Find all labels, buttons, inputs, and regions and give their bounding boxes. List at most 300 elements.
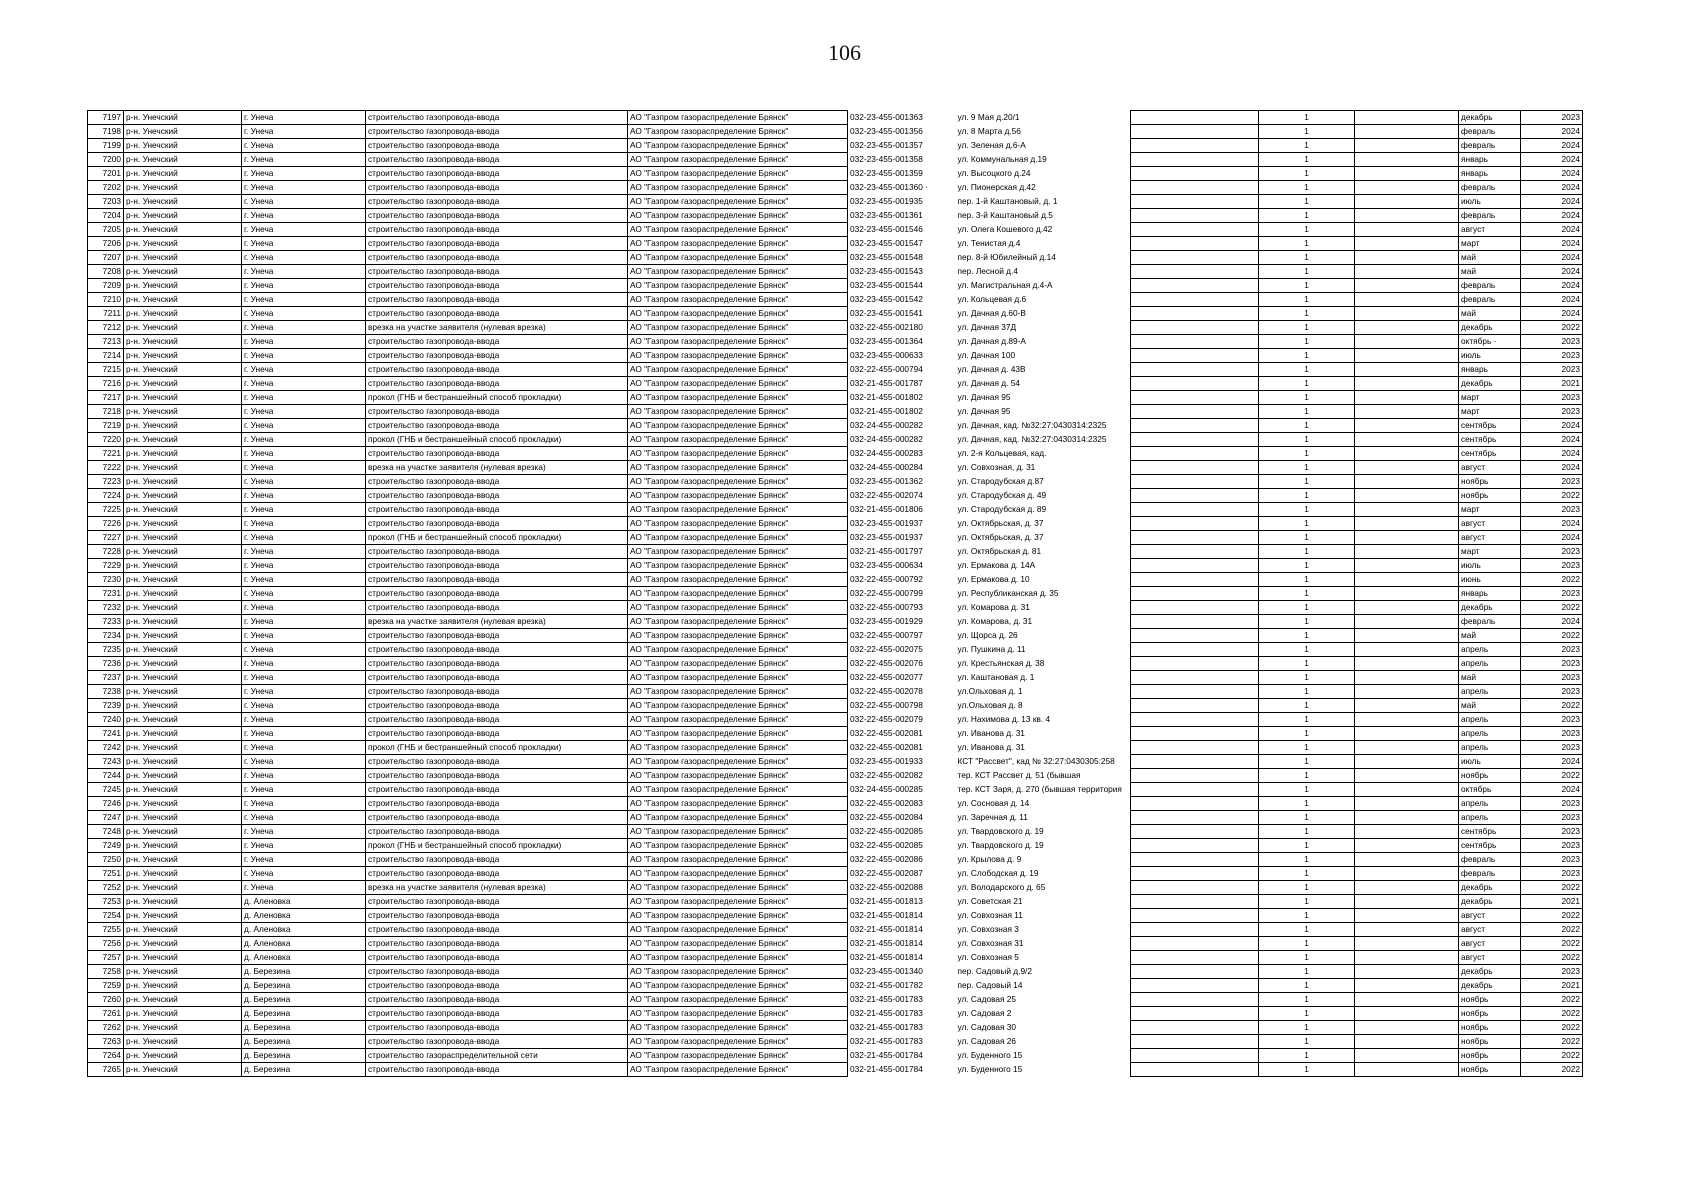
work-type-cell: строительство газопровода-ввода (366, 713, 628, 727)
quantity-cell: 1 (1259, 209, 1355, 223)
month-cell: март (1459, 503, 1521, 517)
table-row (88, 839, 1148, 853)
district-cell: р-н. Унечский (124, 573, 242, 587)
address-cell: ул. 2-я Кольцевая, кад. (957, 448, 1047, 458)
row-number-cell: 7237 (88, 671, 124, 685)
empty-cell (1131, 293, 1259, 307)
application-code-cell: 032-21-455-001783 (848, 1035, 952, 1049)
work-type-cell: строительство газопровода-ввода (366, 139, 628, 153)
locality-cell: г. Унеча (242, 587, 366, 601)
row-number-cell: 7242 (88, 741, 124, 755)
locality-cell: д. Березина (242, 1007, 366, 1021)
locality-cell: г. Унеча (242, 545, 366, 559)
locality-cell: г. Унеча (242, 363, 366, 377)
district-cell: р-н. Унечский (124, 839, 242, 853)
table-row (88, 461, 1148, 475)
address-cell: ул. Буденного 15 (957, 1064, 1023, 1074)
work-type-cell: строительство газопровода-ввода (366, 307, 628, 321)
address-cell: ул. Тенистая д.4 (957, 238, 1021, 248)
locality-cell: г. Унеча (242, 447, 366, 461)
organization-cell: АО "Газпром газораспределение Брянск" (628, 545, 848, 559)
empty-cell (1355, 671, 1459, 685)
table-row (1131, 293, 1583, 307)
application-code-cell: 032-23-455-001546 (848, 223, 952, 237)
work-type-cell: строительство газопровода-ввода (366, 447, 628, 461)
address-cell: ул. Стародубская д. 49 (957, 490, 1047, 500)
district-cell: р-н. Унечский (124, 321, 242, 335)
locality-cell: д. Березина (242, 979, 366, 993)
row-number-cell: 7257 (88, 951, 124, 965)
quantity-cell: 1 (1259, 685, 1355, 699)
empty-cell (1355, 489, 1459, 503)
district-cell: р-н. Унечский (124, 251, 242, 265)
district-cell: р-н. Унечский (124, 237, 242, 251)
locality-cell: г. Унеча (242, 335, 366, 349)
application-code-cell: 032-22-455-002084 (848, 811, 952, 825)
quantity-cell: 1 (1259, 1007, 1355, 1021)
locality-cell: г. Унеча (242, 153, 366, 167)
application-code-cell: 032-22-455-002081 (848, 741, 952, 755)
application-code-cell: 032-22-455-002086 (848, 853, 952, 867)
locality-cell: д. Березина (242, 1035, 366, 1049)
locality-cell: г. Унеча (242, 377, 366, 391)
empty-cell (1355, 251, 1459, 265)
month-cell: апрель (1459, 685, 1521, 699)
year-cell: 2024 (1521, 531, 1583, 545)
table-row (88, 559, 1148, 573)
locality-cell: г. Унеча (242, 167, 366, 181)
table-row (88, 923, 1148, 937)
quantity-cell: 1 (1259, 699, 1355, 713)
row-number-cell: 7220 (88, 433, 124, 447)
organization-cell: АО "Газпром газораспределение Брянск" (628, 587, 848, 601)
table-row (1131, 209, 1583, 223)
row-number-cell: 7204 (88, 209, 124, 223)
district-cell: р-н. Унечский (124, 195, 242, 209)
quantity-cell: 1 (1259, 363, 1355, 377)
quantity-cell: 1 (1259, 321, 1355, 335)
year-cell: 2024 (1521, 251, 1583, 265)
organization-cell: АО "Газпром газораспределение Брянск" (628, 559, 848, 573)
empty-cell (1131, 195, 1259, 209)
table-row (88, 321, 1148, 335)
empty-cell (1355, 937, 1459, 951)
application-code-cell: 032-23-455-000633 (848, 349, 952, 363)
table-row (88, 643, 1148, 657)
table-row (88, 167, 1148, 181)
table-row (1131, 937, 1583, 951)
locality-cell: г. Унеча (242, 741, 366, 755)
locality-cell: г. Унеча (242, 559, 366, 573)
empty-cell (1131, 363, 1259, 377)
empty-cell (1131, 573, 1259, 587)
organization-cell: АО "Газпром газораспределение Брянск" (628, 321, 848, 335)
table-row (1131, 111, 1583, 125)
address-cell: ул. Твардовского д. 19 (957, 826, 1044, 836)
application-code-cell: 032-22-455-002083 (848, 797, 952, 811)
empty-cell (1355, 629, 1459, 643)
work-type-cell: строительство газопровода-ввода (366, 363, 628, 377)
month-cell: декабрь (1459, 601, 1521, 615)
organization-cell: АО "Газпром газораспределение Брянск" (628, 363, 848, 377)
table-row (1131, 797, 1583, 811)
row-number-cell: 7218 (88, 405, 124, 419)
address-cell: ул. Каштановая д. 1 (957, 672, 1035, 682)
work-type-cell: строительство газопровода-ввода (366, 153, 628, 167)
empty-cell (1355, 839, 1459, 853)
empty-cell (1131, 279, 1259, 293)
empty-cell (1131, 349, 1259, 363)
application-code-cell: 032-21-455-001802 (848, 391, 952, 405)
quantity-cell: 1 (1259, 951, 1355, 965)
address-cell: ул. Совхозная 5 (957, 952, 1019, 962)
empty-cell (1355, 881, 1459, 895)
quantity-cell: 1 (1259, 503, 1355, 517)
organization-cell: АО "Газпром газораспределение Брянск" (628, 685, 848, 699)
locality-cell: г. Унеча (242, 685, 366, 699)
application-code-cell: 032-21-455-001797 (848, 545, 952, 559)
district-cell: р-н. Унечский (124, 643, 242, 657)
table-row (1131, 1007, 1583, 1021)
work-type-cell: строительство газопровода-ввода (366, 573, 628, 587)
application-code-cell: 032-23-455-001359 (848, 167, 952, 181)
empty-cell (1131, 699, 1259, 713)
application-code-cell: 032-21-455-001814 (848, 909, 952, 923)
quantity-cell: 1 (1259, 601, 1355, 615)
application-code-cell: 032-21-455-001782 (848, 979, 952, 993)
locality-cell: г. Унеча (242, 139, 366, 153)
locality-cell: г. Унеча (242, 825, 366, 839)
empty-cell (1355, 419, 1459, 433)
application-code-cell: 032-22-455-002075 (848, 643, 952, 657)
application-code-cell: 032-23-455-001937 (848, 517, 952, 531)
quantity-cell: 1 (1259, 531, 1355, 545)
organization-cell: АО "Газпром газораспределение Брянск" (628, 251, 848, 265)
month-cell: декабрь (1459, 881, 1521, 895)
address-cell: ул. Пушкина д. 11 (957, 644, 1026, 654)
table-row (88, 671, 1148, 685)
quantity-cell: 1 (1259, 671, 1355, 685)
empty-cell (1131, 447, 1259, 461)
table-row (1131, 881, 1583, 895)
organization-cell: АО "Газпром газораспределение Брянск" (628, 951, 848, 965)
table-row (88, 1007, 1148, 1021)
district-cell: р-н. Унечский (124, 377, 242, 391)
locality-cell: г. Унеча (242, 615, 366, 629)
application-code-cell: 032-22-455-000799 (848, 587, 952, 601)
application-code-cell: 032-22-455-002081 (848, 727, 952, 741)
address-cell: ул. Садовая 25 (957, 994, 1017, 1004)
empty-cell (1355, 573, 1459, 587)
empty-cell (1355, 195, 1459, 209)
month-cell: декабрь (1459, 321, 1521, 335)
locality-cell: г. Унеча (242, 671, 366, 685)
locality-cell: д. Аленовка (242, 951, 366, 965)
empty-cell (1131, 223, 1259, 237)
empty-cell (1131, 951, 1259, 965)
year-cell: 2024 (1521, 419, 1583, 433)
application-code-cell: 032-23-455-001363 (848, 111, 952, 125)
month-cell: февраль (1459, 293, 1521, 307)
row-number-cell: 7209 (88, 279, 124, 293)
empty-cell (1131, 937, 1259, 951)
table-row (1131, 391, 1583, 405)
application-code-cell: 032-23-455-001542 (848, 293, 952, 307)
work-type-cell: врезка на участке заявителя (нулевая врезка) (366, 321, 628, 335)
month-cell: декабрь (1459, 111, 1521, 125)
address-cell: ул.Ольховая д. 8 (957, 700, 1023, 710)
work-type-cell: строительство газопровода-ввода (366, 853, 628, 867)
table-row (88, 195, 1148, 209)
address-cell: тер. КСТ Рассвет д. 51 (бывшая (957, 770, 1081, 780)
quantity-cell: 1 (1259, 349, 1355, 363)
application-code-cell: 032-22-455-002088 (848, 881, 952, 895)
locality-cell: г. Унеча (242, 223, 366, 237)
work-type-cell: строительство газопровода-ввода (366, 419, 628, 433)
empty-cell (1131, 167, 1259, 181)
empty-cell (1131, 153, 1259, 167)
quantity-cell: 1 (1259, 545, 1355, 559)
application-code-cell: 032-24-455-000283 (848, 447, 952, 461)
locality-cell: г. Унеча (242, 839, 366, 853)
row-number-cell: 7249 (88, 839, 124, 853)
work-type-cell: строительство газопровода-ввода (366, 671, 628, 685)
table-row (1131, 223, 1583, 237)
district-cell: р-н. Унечский (124, 769, 242, 783)
row-number-cell: 7252 (88, 881, 124, 895)
empty-cell (1131, 433, 1259, 447)
row-number-cell: 7229 (88, 559, 124, 573)
organization-cell: АО "Газпром газораспределение Брянск" (628, 237, 848, 251)
month-cell: апрель (1459, 727, 1521, 741)
table-row (88, 811, 1148, 825)
empty-cell (1131, 643, 1259, 657)
application-code-cell: 032-21-455-001784 (848, 1049, 952, 1063)
organization-cell: АО "Газпром газораспределение Брянск" (628, 223, 848, 237)
organization-cell: АО "Газпром газораспределение Брянск" (628, 167, 848, 181)
year-cell: 2023 (1521, 335, 1583, 349)
empty-cell (1355, 391, 1459, 405)
month-cell: сентябрь (1459, 419, 1521, 433)
year-cell: 2024 (1521, 433, 1583, 447)
empty-cell (1131, 1007, 1259, 1021)
empty-cell (1355, 895, 1459, 909)
month-cell: май (1459, 671, 1521, 685)
application-code-cell: 032-23-455-001547 (848, 237, 952, 251)
organization-cell: АО "Газпром газораспределение Брянск" (628, 755, 848, 769)
year-cell: 2023 (1521, 349, 1583, 363)
row-number-cell: 7262 (88, 1021, 124, 1035)
table-row (88, 1063, 1148, 1077)
row-number-cell: 7227 (88, 531, 124, 545)
year-cell: 2023 (1521, 741, 1583, 755)
year-cell: 2022 (1521, 489, 1583, 503)
address-cell: пер. Садовый 14 (957, 980, 1023, 990)
locality-cell: г. Унеча (242, 573, 366, 587)
empty-cell (1355, 279, 1459, 293)
empty-cell (1131, 545, 1259, 559)
locality-cell: д. Аленовка (242, 895, 366, 909)
year-cell: 2022 (1521, 1063, 1583, 1077)
year-cell: 2024 (1521, 223, 1583, 237)
district-cell: р-н. Унечский (124, 223, 242, 237)
quantity-cell: 1 (1259, 237, 1355, 251)
district-cell: р-н. Унечский (124, 1035, 242, 1049)
table-row (1131, 475, 1583, 489)
empty-cell (1131, 811, 1259, 825)
year-cell: 2023 (1521, 587, 1583, 601)
table-row (88, 993, 1148, 1007)
year-cell: 2023 (1521, 545, 1583, 559)
empty-cell (1131, 755, 1259, 769)
quantity-cell: 1 (1259, 825, 1355, 839)
locality-cell: г. Унеча (242, 601, 366, 615)
application-code-cell: 032-22-455-002085 (848, 825, 952, 839)
empty-cell (1131, 923, 1259, 937)
empty-cell (1131, 181, 1259, 195)
work-type-cell: прокол (ГНБ и бестраншейный способ прокладки) (366, 531, 628, 545)
table-row (1131, 615, 1583, 629)
empty-cell (1355, 909, 1459, 923)
organization-cell: АО "Газпром газораспределение Брянск" (628, 125, 848, 139)
organization-cell: АО "Газпром газораспределение Брянск" (628, 1063, 848, 1077)
locality-cell: г. Унеча (242, 713, 366, 727)
work-type-cell: строительство газопровода-ввода (366, 181, 628, 195)
empty-cell (1355, 545, 1459, 559)
district-cell: р-н. Унечский (124, 391, 242, 405)
organization-cell: АО "Газпром газораспределение Брянск" (628, 629, 848, 643)
year-cell: 2023 (1521, 685, 1583, 699)
row-number-cell: 7233 (88, 615, 124, 629)
organization-cell: АО "Газпром газораспределение Брянск" (628, 349, 848, 363)
row-number-cell: 7217 (88, 391, 124, 405)
row-number-cell: 7235 (88, 643, 124, 657)
district-cell: р-н. Унечский (124, 503, 242, 517)
empty-cell (1355, 349, 1459, 363)
district-cell: р-н. Унечский (124, 1063, 242, 1077)
address-cell: ул. Садовая 30 (957, 1022, 1017, 1032)
table-row (1131, 545, 1583, 559)
quantity-cell: 1 (1259, 839, 1355, 853)
organization-cell: АО "Газпром газораспределение Брянск" (628, 699, 848, 713)
work-type-cell: строительство газопровода-ввода (366, 993, 628, 1007)
organization-cell: АО "Газпром газораспределение Брянск" (628, 741, 848, 755)
organization-cell: АО "Газпром газораспределение Брянск" (628, 657, 848, 671)
work-type-cell: строительство газопровода-ввода (366, 503, 628, 517)
work-type-cell: строительство газопровода-ввода (366, 797, 628, 811)
address-cell: ул. Сосновая д. 14 (957, 798, 1030, 808)
address-cell: ул. Дачная д.89-А (957, 336, 1026, 346)
address-cell: ул. Дачная д.60-В (957, 308, 1026, 318)
month-cell: январь (1459, 363, 1521, 377)
month-cell: сентябрь (1459, 447, 1521, 461)
empty-cell (1355, 783, 1459, 797)
table-row (88, 587, 1148, 601)
district-cell: р-н. Унечский (124, 979, 242, 993)
empty-cell (1131, 391, 1259, 405)
empty-cell (1131, 657, 1259, 671)
empty-cell (1131, 783, 1259, 797)
row-number-cell: 7244 (88, 769, 124, 783)
table-row (88, 601, 1148, 615)
work-type-cell: строительство газопровода-ввода (366, 475, 628, 489)
table-row (88, 111, 1148, 125)
address-cell: КСТ "Рассвет", кад № 32:27:0430305:258 (957, 756, 1115, 766)
address-cell: ул. Республиканская д. 35 (957, 588, 1059, 598)
table-row (1131, 349, 1583, 363)
month-cell: февраль (1459, 853, 1521, 867)
address-cell: ул. Дачная 95 (957, 392, 1011, 402)
quantity-cell: 1 (1259, 391, 1355, 405)
year-cell: 2024 (1521, 517, 1583, 531)
main-table-left (87, 110, 1148, 1077)
row-number-cell: 7198 (88, 125, 124, 139)
empty-cell (1131, 965, 1259, 979)
table-row (1131, 573, 1583, 587)
quantity-cell: 1 (1259, 251, 1355, 265)
table-row (88, 279, 1148, 293)
row-number-cell: 7216 (88, 377, 124, 391)
application-code-cell: 032-21-455-001783 (848, 1021, 952, 1035)
row-number-cell: 7232 (88, 601, 124, 615)
work-type-cell: строительство газопровода-ввода (366, 587, 628, 601)
quantity-cell: 1 (1259, 461, 1355, 475)
application-code-cell: 032-23-455-001933 (848, 755, 952, 769)
organization-cell: АО "Газпром газораспределение Брянск" (628, 209, 848, 223)
work-type-cell: врезка на участке заявителя (нулевая врезка) (366, 461, 628, 475)
work-type-cell: строительство газопровода-ввода (366, 377, 628, 391)
month-cell: январь (1459, 587, 1521, 601)
empty-cell (1131, 1021, 1259, 1035)
row-number-cell: 7245 (88, 783, 124, 797)
work-type-cell: строительство газопровода-ввода (366, 279, 628, 293)
year-cell: 2024 (1521, 125, 1583, 139)
month-cell: ноябрь (1459, 769, 1521, 783)
table-row (88, 741, 1148, 755)
district-cell: р-н. Унечский (124, 125, 242, 139)
table-row (88, 629, 1148, 643)
locality-cell: г. Унеча (242, 293, 366, 307)
empty-cell (1131, 867, 1259, 881)
address-cell: ул. Комарова, д. 31 (957, 616, 1033, 626)
address-cell: ул. Совхозная 31 (957, 938, 1024, 948)
address-cell: ул. Дачная д. 54 (957, 378, 1020, 388)
row-number-cell: 7251 (88, 867, 124, 881)
table-row (1131, 1049, 1583, 1063)
month-cell: ноябрь (1459, 475, 1521, 489)
work-type-cell: строительство газопровода-ввода (366, 937, 628, 951)
empty-cell (1355, 559, 1459, 573)
quantity-cell: 1 (1259, 153, 1355, 167)
table-row (1131, 1035, 1583, 1049)
row-number-cell: 7214 (88, 349, 124, 363)
quantity-cell: 1 (1259, 979, 1355, 993)
page-number: 106 (828, 40, 861, 65)
work-type-cell: строительство газопровода-ввода (366, 167, 628, 181)
application-code-cell: 032-22-455-002082 (848, 769, 952, 783)
table-row (1131, 993, 1583, 1007)
table-row (1131, 559, 1583, 573)
locality-cell: г. Унеча (242, 531, 366, 545)
district-cell: р-н. Унечский (124, 1021, 242, 1035)
district-cell: р-н. Унечский (124, 825, 242, 839)
table-row (88, 853, 1148, 867)
row-number-cell: 7248 (88, 825, 124, 839)
locality-cell: г. Унеча (242, 783, 366, 797)
table-row (88, 657, 1148, 671)
month-cell: февраль (1459, 209, 1521, 223)
row-number-cell: 7246 (88, 797, 124, 811)
